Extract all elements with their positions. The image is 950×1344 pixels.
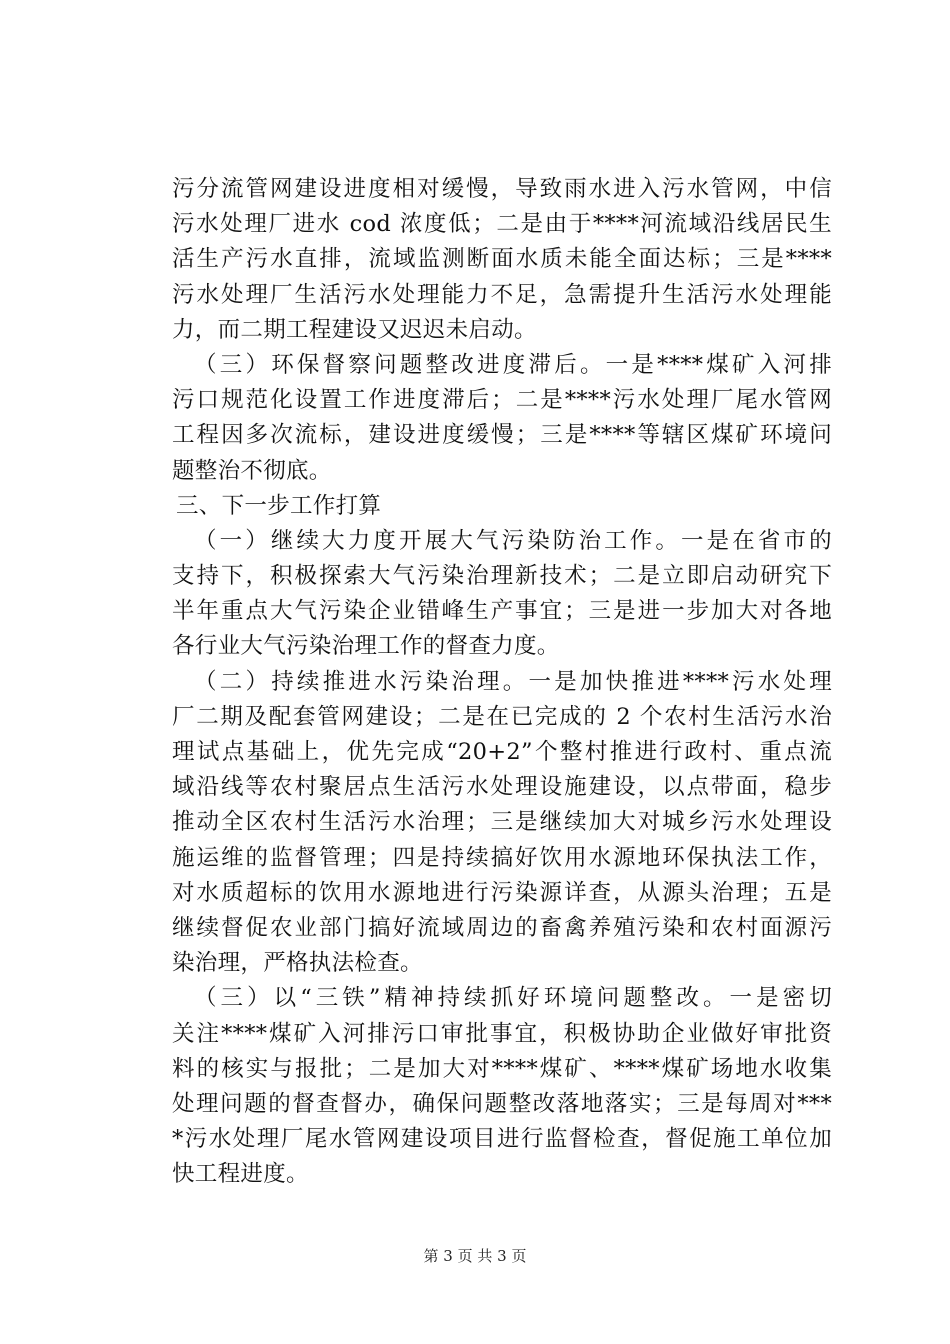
text-line: *污水处理厂尾水管网建设项目进行监督检查，督促施工单位加 — [172, 1126, 832, 1153]
text-line: 活生产污水直排，流域监测断面水质未能全面达标；三是**** — [172, 246, 832, 273]
text-line: 半年重点大气污染企业错峰生产事宜；三是进一步加大对各地 — [172, 598, 832, 625]
text-line: 各行业大气污染治理工作的督查力度。 — [172, 633, 560, 660]
text-line: 理试点基础上，优先完成“20+2”个整村推进行政村、重点流 — [172, 739, 832, 765]
text-line: 继续督促农业部门搞好流域周边的畜禽养殖污染和农村面源污 — [172, 914, 832, 941]
text-line: 域沿线等农村聚居点生活污水处理设施建设，以点带面，稳步 — [172, 774, 832, 801]
text-line: 施运维的监督管理；四是持续搞好饮用水源地环保执法工作， — [172, 844, 832, 871]
text-line: 污口规范化设置工作进度滞后；二是****污水处理厂尾水管网 — [172, 387, 832, 414]
text-line: 厂二期及配套管网建设；二是在已完成的 2 个农村生活污水治 — [172, 703, 832, 730]
text-line: 处理问题的督查督办，确保问题整改落地落实；三是每周对*** — [172, 1090, 832, 1117]
text-line: 三、下一步工作打算 — [176, 492, 382, 519]
text-line: 关注****煤矿入河排污口审批事宜，积极协助企业做好审批资 — [172, 1020, 832, 1047]
text-line: 推动全区农村生活污水治理；三是继续加大对城乡污水处理设 — [172, 809, 832, 836]
document-body — [172, 172, 832, 1192]
text-line: （一）继续大力度开展大气污染防治工作。一是在省市的 — [194, 527, 832, 554]
text-line: 污水处理厂生活污水处理能力不足，急需提升生活污水处理能 — [172, 281, 832, 308]
text-line: 污水处理厂进水 cod 浓度低；二是由于****河流域沿线居民生 — [172, 211, 832, 238]
text-line: （三）以“三铁”精神持续抓好环境问题整改。一是密切 — [194, 985, 832, 1012]
text-line: 题整治不彻底。 — [172, 457, 332, 484]
text-line: 支持下，积极探索大气污染治理新技术；二是立即启动研究下 — [172, 563, 832, 590]
page-footer: 第 3 页 共 3 页 — [423, 1247, 527, 1265]
text-line: 力，而二期工程建设又迟迟未启动。 — [172, 316, 537, 343]
text-line: 工程因多次流标，建设进度缓慢；三是****等辖区煤矿环境问 — [172, 422, 832, 449]
text-line: 污分流管网建设进度相对缓慢，导致雨水进入污水管网，中信 — [172, 176, 832, 202]
text-line: 料的核实与报批；二是加大对****煤矿、****煤矿场地水收集 — [172, 1055, 832, 1082]
text-line: 快工程进度。 — [172, 1161, 309, 1188]
text-line: 染治理，严格执法检查。 — [172, 950, 423, 977]
text-line: （三）环保督察问题整改进度滞后。一是****煤矿入河排 — [194, 351, 832, 378]
text-line: 对水质超标的饮用水源地进行污染源详查，从源头治理；五是 — [172, 879, 832, 906]
text-line: （二）持续推进水污染治理。一是加快推进****污水处理 — [194, 668, 832, 695]
